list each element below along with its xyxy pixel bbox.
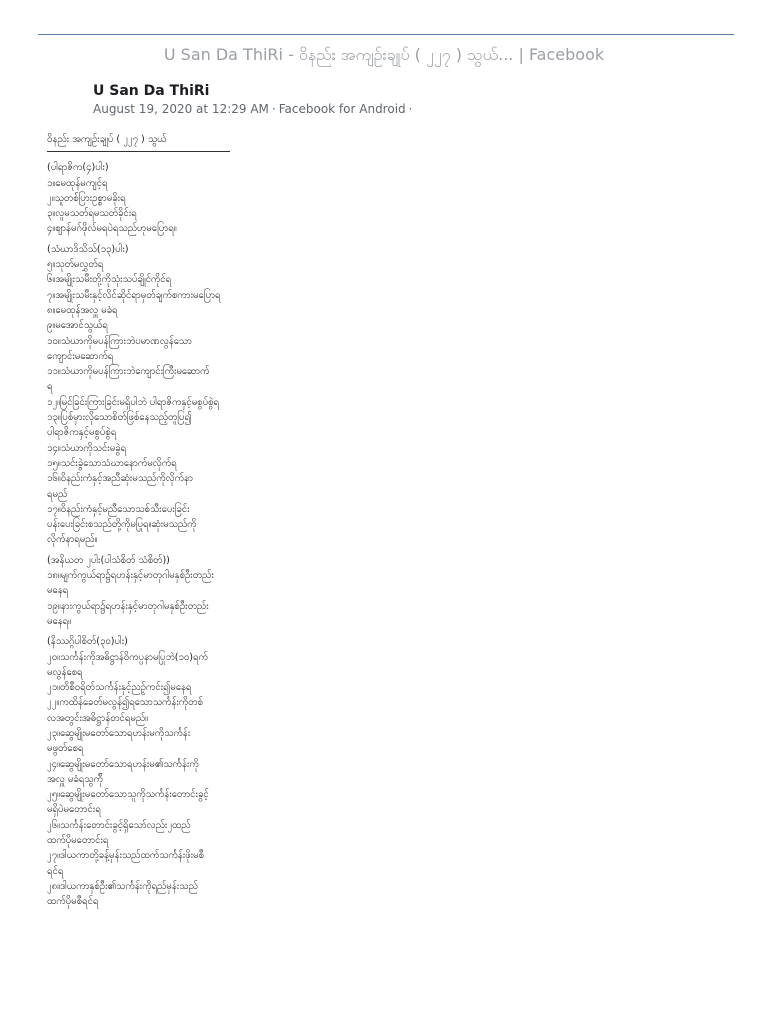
rule-line: ၁၅။သင်းခွဲသောသံဃာနောက်မလိုက်ရ xyxy=(47,457,177,469)
rule-line: ၂၈။ဒါယကာနှစ်ဦး၏သင်္ကန်းကိုရည်မှန်းသည် xyxy=(47,880,198,892)
post-author[interactable]: U San Da ThiRi xyxy=(93,83,210,99)
rule-line: ၂။သူတစ်ပြားဥစ္စာမခိုးရ xyxy=(47,192,126,204)
rule-line: လအတွင်းအဓိဋ္ဌာန်တင်ရမည်။ xyxy=(47,712,149,724)
rule-line: ၂၁။တိစီဝရိတ်သင်္ကန်းနှင့်ညဉ့်ကင်း၍မနေရ xyxy=(47,682,192,694)
rule-line: ၆။အမျိုးသမီးတို့ကိုသုံးသပ်ချိုင်ကိုင်ရ xyxy=(47,274,172,286)
section-heading: (ပါရာဇိက(၄)ပါး) xyxy=(47,162,109,174)
rule-line: ၂၇။ဒါယကာတို့ခန့်မှန်းသည်ထက်သင်္ကန်းဖိုးမစီ xyxy=(47,850,204,862)
rule-line: ပါရာဇိကနှင့်မစွပ်စွဲရ xyxy=(47,427,117,439)
rule-line: ၂၀။သင်္ကန်းကိုအဓိဋ္ဌာန်ဝိကပ္ပနာမပြုဘဲ(၁၀)ရက် xyxy=(47,651,208,663)
rule-line: ၂၅။ဆွေမျိုးမတော်သောသူကိုသင်္ကန်းတောင်းခွင့် xyxy=(47,789,209,801)
rule-section xyxy=(47,553,707,629)
rule-line: ထက်ပိုမတောင်းရ xyxy=(47,835,109,847)
heading-underline xyxy=(47,151,230,152)
meta-separator: · xyxy=(271,102,276,116)
post-body xyxy=(47,132,707,910)
rule-line: မနေရ xyxy=(47,585,69,597)
rule-line: ၁၀။သံဃာကိုမပန်ကြားဘဲပမာဏလွန်သော xyxy=(47,335,192,347)
top-divider xyxy=(38,34,734,35)
rule-section xyxy=(47,634,707,909)
rule-line: ၁၄။သံဃာကိုသင်းမခွဲရ xyxy=(47,442,127,454)
rule-line: ၃။လူမသတ်ရမသတ်ခိုင်းရ xyxy=(47,208,137,220)
rule-line: ၂၆။သင်္ကန်းတောင်းခွင့်ရှိသော်လည်း၂ထည် xyxy=(47,819,191,831)
rule-line: မလွန်စေရ xyxy=(47,666,83,678)
post-meta xyxy=(93,100,707,118)
post-sections xyxy=(47,160,707,909)
rule-line: ၄။ဈာန်မဂ်ဖိုလ်မရပဲရသည်ဟုမပြောရ။ xyxy=(47,223,177,235)
rule-line: ထက်ပိုမစီရင်ရ xyxy=(47,896,99,908)
rule-line: ကျောင်းမဆောက်ရ xyxy=(47,350,114,362)
rule-line: ၈။မေထုန်အလှူ မခံရ xyxy=(47,304,118,316)
section-heading: (အနိယတ ၂ပါး(ပါသံစိတ် သံစိတ်)) xyxy=(47,554,170,566)
meta-separator-trailing: · xyxy=(408,102,413,116)
rule-line: မနေရ။ xyxy=(47,615,72,627)
rule-line: ၁၇။ဝိနည်းကံနှင့်မညီသောသစ်သီးပေးခြင်း xyxy=(47,503,190,515)
rule-section xyxy=(47,160,707,236)
facebook-post xyxy=(47,82,707,915)
rule-line: ရ xyxy=(47,381,53,393)
post-source: Facebook for Android xyxy=(278,102,406,116)
section-heading: (နိဿဂ္ဂိပါစိတ်(၃၀)ပါး) xyxy=(47,636,128,648)
rule-line: ရင်ရ xyxy=(47,865,64,877)
rule-line: ရမည် xyxy=(47,488,68,500)
rule-line: လိုက်နာရမည်။ xyxy=(47,534,98,546)
rule-line: ၁၂။မြင်ခြင်းကြားခြင်းမရှိပါဘဲ ပါရာဇိကနှင့်မစွပ်စွဲရ xyxy=(47,396,219,408)
rule-line: ၁၃။ပြစ်မှားလိုသောစိတ်ဖြစ်နေသည့်တူပြ၍ xyxy=(47,412,192,424)
rule-line: ပန်းပေးခြင်းစသည်တို့ကိုမပြုရ။ဆုံးမသည်ကို xyxy=(47,519,197,531)
rule-line: ၉။မအောင်သွယ်ရ xyxy=(47,320,108,332)
rule-line: ၅။သုတ်မလွှတ်ရ xyxy=(47,259,104,271)
post-heading: ဝိနည်း အကျဉ်းချုပ် ( ၂၂၇ ) သွယ် xyxy=(47,134,167,145)
rule-line: ၁၁။သံဃာကိုမပန်ကြားဘဲကျောင်းကြီးမဆောက် xyxy=(47,366,210,378)
rule-line: ၁။မေထုန်မကျင့်ရ xyxy=(47,177,108,189)
rule-line: ၂၄။ဆွေမျိုးမတော်သောရဟန်းမ၏သင်္ကန်းကို xyxy=(47,758,199,770)
rule-line: ၇။အမျိုးသမီးနှင့်လိင်ဆိုင်ရာမှတ်ချက်စကားမပြောရ xyxy=(47,289,221,301)
section-heading: (သံဃာဒိသိသ်(၁၃)ပါး) xyxy=(47,243,129,255)
page-title: U San Da ThiRi - ဝိနည်း အကျဉ်းချုပ် ( ၂၂၇ ) သွယ်... | Facebook xyxy=(163,45,605,64)
rule-line: မရှိပဲမတောင်းရ xyxy=(47,804,101,816)
rule-line: ၂၃။ဆွေမျိုးမတော်သောရဟန်းမကိုသင်္ကန်း xyxy=(47,727,191,739)
rule-line: ၁၆။ဝိနည်းကံနှင့်အညီဆုံးမသည်ကိုလိုက်နာ xyxy=(47,473,193,485)
rule-line: ၁၈။မျက်ကွယ်ရာ၌ရဟန်းနှင့်မာတုဂါမနှစ်ဦးတည်း xyxy=(47,570,214,582)
rule-line: အလှူ မခံရသွက်ို xyxy=(47,773,103,785)
rule-line: မဖွတ်စေရ xyxy=(47,743,84,755)
rule-line: ၁၉။နားကွယ်ရာ၌ရဟန်းနှင့်မာတုဂါမနှစ်ဦးတည်း xyxy=(47,600,209,612)
post-timestamp[interactable]: August 19, 2020 at 12:29 AM xyxy=(93,102,269,116)
rule-line: ၂၂။ကထိန်ခေတ်မလွန်၍ရသောသင်္ကန်းကိုတစ် xyxy=(47,697,203,709)
rule-section xyxy=(47,242,707,548)
